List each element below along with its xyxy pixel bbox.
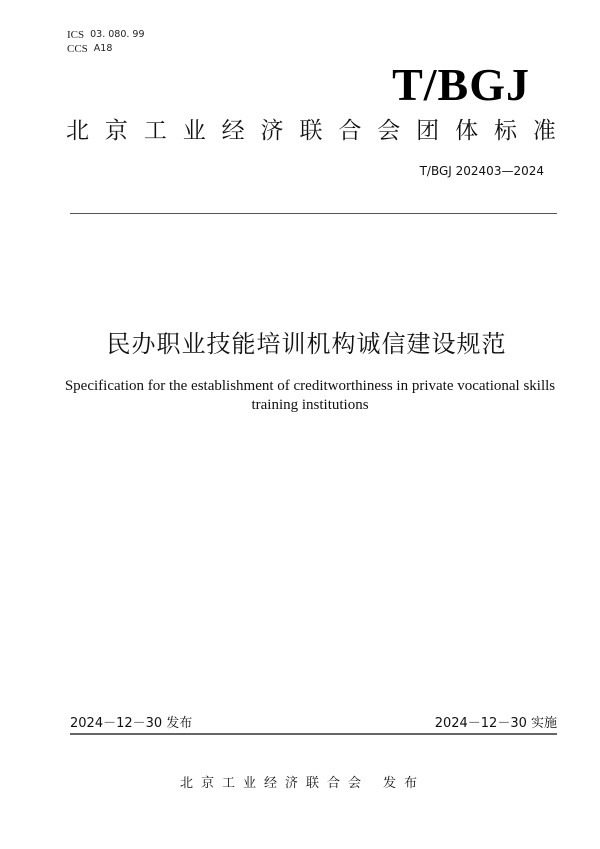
org-title-char: 济 <box>260 118 284 144</box>
ics-value: 03. 080. 99 <box>90 29 145 40</box>
publisher-line <box>180 775 440 793</box>
issue-date: 2024－12－30 发布 <box>70 716 193 731</box>
org-title-char: 经 <box>221 118 245 144</box>
english-title-line-2: training institutions <box>251 397 369 413</box>
document-title-chinese: 民办职业技能培训机构诚信建设规范 <box>106 330 507 358</box>
ics-row <box>67 28 145 42</box>
document-title-english <box>60 377 560 415</box>
org-title-char: 北 <box>66 118 89 144</box>
ccs-label: CCS <box>67 43 88 55</box>
standard-code-logo: T/BGJ <box>392 59 530 110</box>
org-title-char: 会 <box>377 118 401 144</box>
organization-standard-title <box>66 115 556 147</box>
header-divider <box>70 213 557 214</box>
footer-divider <box>70 733 557 735</box>
org-title-char: 联 <box>299 118 323 144</box>
org-title-char: 团 <box>416 118 440 144</box>
org-title-char: 准 <box>532 118 556 144</box>
english-title-line-1: Specification for the establishment of creditworthiness in private vocational skills <box>64 378 556 394</box>
org-title-char: 京 <box>104 118 128 144</box>
org-title-char: 业 <box>182 118 206 144</box>
org-title-char: 体 <box>455 118 479 144</box>
org-title-char: 工 <box>143 118 167 144</box>
publisher-name: 北京工业经济联合会 <box>180 776 370 791</box>
standard-number: T/BGJ 202403—2024 <box>419 164 544 178</box>
ics-label: ICS <box>67 29 85 41</box>
implementation-date: 2024－12－30 实施 <box>434 716 557 731</box>
org-title-char: 标 <box>493 118 517 144</box>
ccs-value: A18 <box>93 43 113 54</box>
ccs-row <box>67 42 145 56</box>
publish-action: 发布 <box>383 776 426 791</box>
org-title-char: 合 <box>338 118 362 144</box>
classification-codes <box>67 28 145 56</box>
